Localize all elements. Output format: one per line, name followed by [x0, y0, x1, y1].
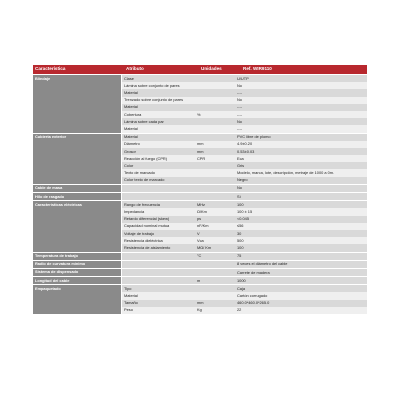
row-value: Modelo, marca, lote, descripción, metraje de 1000 a 0m.: [237, 171, 335, 175]
table-header: [33, 65, 367, 74]
spec-group: [33, 252, 367, 260]
row-value: ≤56: [237, 224, 244, 229]
row-unit: Kg: [197, 307, 202, 313]
row-attribute: Grosor: [124, 148, 136, 154]
table-row: [122, 111, 367, 118]
row-value: ----: [237, 112, 243, 117]
row-value: Eca: [237, 156, 244, 161]
table-row: [122, 201, 367, 208]
row-attribute: Material: [124, 125, 138, 131]
row-attribute: Tamaño: [124, 300, 138, 306]
table-row: [122, 169, 367, 176]
table-row: [122, 285, 367, 292]
row-unit: nF/Km: [197, 223, 209, 229]
table-row: [122, 208, 367, 215]
row-value: 8 veces el diámetro del cable: [237, 262, 288, 267]
table-row: [122, 118, 367, 125]
row-value: 4.9±0.20: [237, 142, 253, 147]
header-unidades: Unidades: [201, 66, 222, 72]
row-value: <0.045: [237, 217, 250, 222]
row-value: Carrete de madera: [237, 270, 270, 275]
row-unit: °C: [197, 253, 202, 259]
group-label: Características eléctricas: [33, 201, 122, 251]
row-unit: V: [197, 230, 200, 236]
spec-group: [33, 133, 367, 184]
table-row: [122, 292, 367, 299]
table-row: [122, 185, 367, 192]
spec-group: [33, 74, 367, 133]
table-row: [122, 223, 367, 230]
row-attribute: Capacidad nominal mutua: [124, 223, 170, 229]
group-label: Cubierta exterior: [33, 134, 122, 184]
row-value: 100 ± 15: [237, 210, 253, 214]
group-rows: [122, 185, 367, 192]
group-label: Sistema de dispensado: [33, 269, 122, 276]
row-value: Caja: [237, 286, 246, 291]
row-unit: Ω/Km: [197, 209, 207, 215]
table-row: [122, 237, 367, 244]
group-rows: [122, 134, 367, 184]
row-unit: m: [197, 277, 201, 283]
spec-group: [33, 276, 367, 284]
row-value: U/UTP: [237, 76, 249, 81]
row-value: No: [237, 119, 242, 124]
row-unit: %: [197, 111, 201, 117]
table-row: [122, 277, 367, 284]
header-caracteristica: Característica: [35, 66, 66, 72]
row-value: PVC libre de plomo: [237, 135, 271, 140]
table-row: [122, 155, 367, 162]
table-row: [122, 269, 367, 276]
row-unit: MΩ/ Km: [197, 244, 212, 250]
row-unit: mm: [197, 148, 204, 154]
row-attribute: Resistencia de aislamiento: [124, 244, 171, 250]
group-label: Hilo de rasgado: [33, 193, 122, 200]
row-attribute: Trenzado sobre conjunto de pares: [124, 97, 184, 103]
table-row: [122, 216, 367, 223]
row-attribute: Color: [124, 162, 134, 168]
group-label: Cable de masa: [33, 185, 122, 192]
row-value: 100: [237, 245, 244, 250]
row-value: 22: [237, 308, 242, 313]
group-label: Empaquetado: [33, 285, 122, 314]
row-value: 100: [237, 202, 244, 207]
row-value: No: [237, 83, 242, 88]
table-row: [122, 162, 367, 169]
row-attribute: Lámina sobre conjunto de pares: [124, 82, 180, 88]
group-label: Longitud del cable: [33, 277, 122, 284]
row-attribute: Cobertura: [124, 111, 142, 117]
spec-group: [33, 284, 367, 314]
spec-group: [33, 200, 367, 251]
table-row: [122, 75, 367, 82]
spec-group: [33, 184, 367, 192]
table-row: [122, 261, 367, 268]
row-unit: mm: [197, 300, 204, 306]
row-attribute: Resistencia dieléctrica: [124, 237, 163, 243]
group-rows: [122, 193, 367, 200]
group-label: Blindaje: [33, 75, 122, 133]
row-attribute: Rango de frecuencia: [124, 201, 160, 207]
row-attribute: Clase: [124, 75, 134, 81]
row-attribute: Material: [124, 90, 138, 96]
spec-group: [33, 192, 367, 200]
row-value: Negro: [237, 178, 248, 183]
group-rows: [122, 277, 367, 284]
group-rows: [122, 285, 367, 314]
row-attribute: Material: [124, 134, 138, 140]
row-value: Cartón corrugado: [237, 294, 268, 298]
group-rows: [122, 269, 367, 276]
row-unit: ps: [197, 216, 202, 222]
table-row: [122, 230, 367, 237]
row-attribute: Lámina sobre cada par: [124, 118, 164, 124]
row-attribute: Voltaje de trabajo: [124, 230, 155, 236]
table-row: [122, 141, 367, 148]
table-row: [122, 307, 367, 314]
row-unit: mm: [197, 141, 204, 147]
group-rows: [122, 261, 367, 268]
table-row: [122, 177, 367, 184]
row-value: 75: [237, 254, 242, 259]
row-value: Sí: [237, 194, 241, 199]
row-attribute: Material: [124, 293, 138, 299]
row-value: ----: [237, 126, 243, 131]
row-attribute: Tipo: [124, 285, 132, 291]
table-body: [33, 74, 367, 314]
row-value: Gris: [237, 163, 245, 168]
table-row: [122, 193, 367, 200]
row-value: 500: [237, 238, 244, 243]
spec-table: [33, 65, 367, 314]
row-value: 1000: [237, 278, 246, 283]
group-label: Temperatura de trabajo: [33, 253, 122, 260]
table-row: [122, 125, 367, 132]
row-value: 30: [237, 231, 242, 236]
row-value: 460.0*460.0*265.0: [237, 301, 270, 306]
table-row: [122, 244, 367, 251]
row-attribute: Diámetro: [124, 141, 140, 147]
row-unit: CPR: [197, 155, 206, 161]
spec-group: [33, 268, 367, 276]
row-attribute: Color texto de marcado: [124, 177, 165, 183]
row-attribute: Texto de marcado: [124, 170, 155, 176]
header-atributo: Atributo: [126, 66, 144, 72]
row-unit: MHz: [197, 201, 205, 207]
group-rows: [122, 75, 367, 133]
row-value: No: [237, 186, 242, 191]
group-rows: [122, 253, 367, 260]
row-value: No: [237, 98, 242, 103]
group-rows: [122, 201, 367, 251]
row-value: 0.53±0.03: [237, 149, 255, 154]
row-attribute: Reacción al fuego (CPR): [124, 155, 168, 161]
table-row: [122, 97, 367, 104]
table-row: [122, 82, 367, 89]
table-row: [122, 134, 367, 141]
spec-group: [33, 260, 367, 268]
table-row: [122, 104, 367, 111]
table-row: [122, 148, 367, 155]
table-row: [122, 300, 367, 307]
header-ref: Ref. WIR9110: [243, 66, 272, 72]
row-unit: Vca: [197, 237, 204, 243]
table-row: [122, 253, 367, 260]
row-value: ----: [237, 105, 243, 110]
row-attribute: Material: [124, 104, 138, 110]
row-attribute: Impedancia: [124, 209, 145, 215]
row-value: ----: [237, 91, 243, 95]
row-attribute: Peso: [124, 307, 133, 313]
row-attribute: Retardo diferencial (skew): [124, 216, 170, 222]
table-row: [122, 89, 367, 96]
group-label: Radio de curvatura mínimo: [33, 261, 122, 268]
